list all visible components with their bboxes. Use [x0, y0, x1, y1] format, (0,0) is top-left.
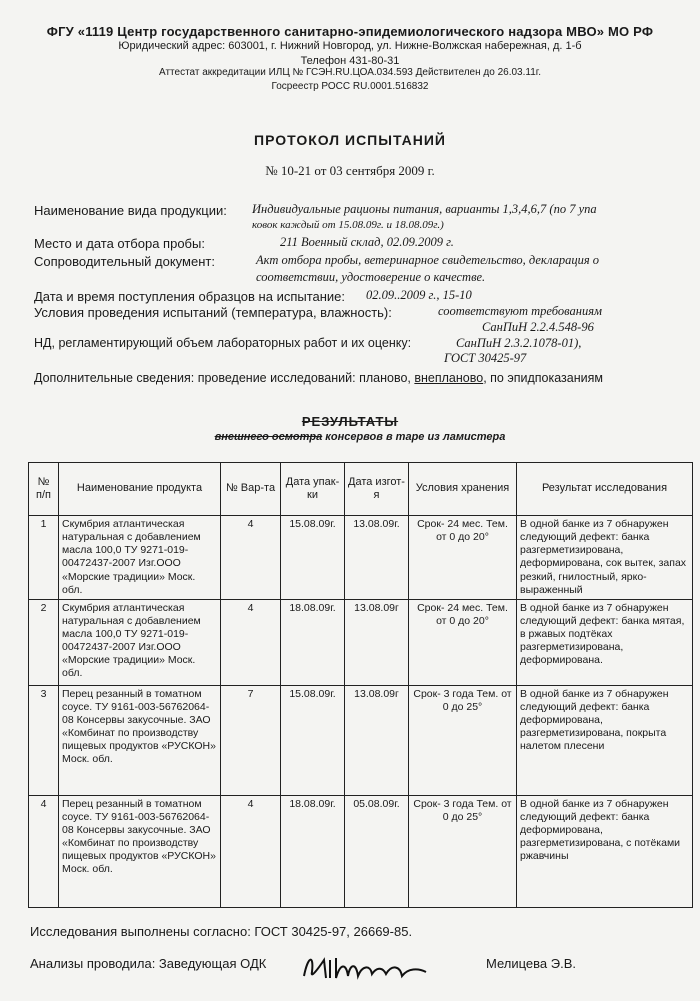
row-variant: 4: [221, 599, 281, 685]
place-label: Место и дата отбора пробы:: [34, 236, 205, 251]
row-product: Скумбрия атлантическая натуральная с добавлением масла 100,0 ТУ 9271-019-00472437-2007 Изг.ООО «Морские традиции» Моск. обл.: [59, 516, 221, 600]
col-pack-date: Дата упак-ки: [281, 463, 345, 516]
product-label: Наименование вида продукции:: [34, 203, 227, 218]
row-storage: Срок- 24 мес. Тем. от 0 до 20°: [409, 516, 517, 600]
results-subtitle-rest: консервов в таре из ламистера: [322, 431, 506, 443]
extra-info: [34, 371, 603, 385]
col-variant: № Вар-та: [221, 463, 281, 516]
row-result: В одной банке из 7 обнаружен следующий дефект: банка деформирована, разгерметизирована, покрыта налетом плесени: [517, 685, 693, 795]
row-pack-date: 15.08.09г.: [281, 516, 345, 600]
product-value-2: ковок каждый от 15.08.09г. и 18.08.09г.): [252, 219, 444, 231]
nd-value-1: СанПиН 2.3.2.1078-01),: [456, 336, 582, 350]
results-subtitle: [180, 431, 540, 443]
col-product: Наименование продукта: [59, 463, 221, 516]
row-result: В одной банке из 7 обнаружен следующий дефект: банка разгерметизирована, деформирована, сок вытек, запах резкий, гнилостный, ярко-выраженный: [517, 516, 693, 600]
row-made-date: 13.08.09г: [345, 599, 409, 685]
conditions-value-1: соответствуют требованиям: [438, 304, 602, 318]
page-title: ПРОТОКОЛ ИСПЫТАНИЙ: [254, 132, 446, 148]
row-variant: 4: [221, 795, 281, 907]
table-row: [29, 516, 693, 600]
doc-label: Сопроводительный документ:: [34, 254, 215, 269]
conditions-value-2: СанПиН 2.2.4.548-96: [482, 320, 594, 334]
row-made-date: 13.08.09г.: [345, 516, 409, 600]
performed-label: Анализы проводила: Заведующая ОДК: [30, 956, 267, 971]
extra-label: Дополнительные сведения: проведение исследований:: [34, 371, 356, 385]
nd-value-2: ГОСТ 30425-97: [444, 351, 527, 365]
receipt-label: Дата и время поступления образцов на испытание:: [34, 289, 346, 304]
row-storage: Срок- 24 мес. Тем. от 0 до 20°: [409, 599, 517, 685]
row-made-date: 05.08.09г.: [345, 795, 409, 907]
row-variant: 4: [221, 516, 281, 600]
nd-label: НД, регламентирующий объем лабораторных работ и их оценку:: [34, 336, 412, 350]
table-header-row: [29, 463, 693, 516]
col-number: № п/п: [29, 463, 59, 516]
row-pack-date: 15.08.09г.: [281, 685, 345, 795]
product-value-1: Индивидуальные рационы питания, варианты 1,3,4,6,7 (по 7 упа: [252, 202, 597, 216]
results-title: РЕЗУЛЬТАТЫ: [301, 414, 399, 429]
col-made-date: Дата изгот-я: [345, 463, 409, 516]
results-subtitle-strike: внешнего осмотра: [214, 431, 323, 443]
doc-value-1: Акт отбора пробы, ветеринарное свидетельство, декларация о: [256, 253, 600, 267]
row-storage: Срок- 3 года Тем. от 0 до 25°: [409, 685, 517, 795]
extra-value-planned: планово,: [359, 371, 415, 385]
row-number: 1: [29, 516, 59, 600]
protocol-number: № 10-21 от 03 сентября 2009 г.: [265, 163, 435, 178]
table-row: [29, 685, 693, 795]
row-number: 2: [29, 599, 59, 685]
extra-value-epid: , по эпидпоказаниям: [483, 371, 603, 385]
row-pack-date: 18.08.09г.: [281, 599, 345, 685]
standards-line: Исследования выполнены согласно: ГОСТ 30425-97, 26669-85.: [30, 924, 413, 939]
row-result: В одной банке из 7 обнаружен следующий дефект: банка деформирована, разгерметизирована, с потёками ржавчины: [517, 795, 693, 907]
row-product: Перец резанный в томатном соусе. ТУ 9161-003-56762064-08 Консервы закусочные. ЗАО «Комбинат по производству пищевых продуктов «РУСКОН» Моск. обл.: [59, 685, 221, 795]
row-pack-date: 18.08.09г.: [281, 795, 345, 907]
extra-value-unplanned: внепланово: [414, 371, 484, 385]
col-storage: Условия хранения: [409, 463, 517, 516]
org-name: ФГУ «1119 Центр государственного санитарно-эпидемиологического надзора МВО» МО РФ: [46, 24, 654, 39]
row-result: В одной банке из 7 обнаружен следующий дефект: банка мятая, в ржавых подтёках разгерметизирована, деформирована.: [517, 599, 693, 685]
accreditation: Аттестат аккредитации ИЛЦ № ГСЭН.RU.ЦОА.034.593 Действителен до 26.03.11г.: [159, 67, 541, 78]
org-phone: Телефон 431-80-31: [300, 55, 400, 67]
row-number: 3: [29, 685, 59, 795]
row-product: Скумбрия атлантическая натуральная с добавлением масла 100,0 ТУ 9271-019-00472437-2007 Изг.ООО «Морские традиции» Моск. обл.: [59, 599, 221, 685]
results-table: [28, 462, 693, 908]
org-address: Юридический адрес: 603001, г. Нижний Новгород, ул. Нижне-Волжская набережная, д. 1-б: [118, 40, 582, 52]
row-variant: 7: [221, 685, 281, 795]
conditions-label: Условия проведения испытаний (температура, влажность):: [34, 305, 392, 320]
table-row: [29, 599, 693, 685]
performer-name: Мелицева Э.В.: [486, 956, 576, 971]
doc-value-2: соответствии, удостоверение о качестве.: [256, 270, 486, 284]
table-row: [29, 795, 693, 907]
row-storage: Срок- 3 года Тем. от 0 до 25°: [409, 795, 517, 907]
registry: Госреестр РОСС RU.0001.516832: [271, 81, 429, 92]
row-number: 4: [29, 795, 59, 907]
col-result: Результат исследования: [517, 463, 693, 516]
receipt-value: 02.09..2009 г., 15-10: [366, 288, 472, 302]
signature: [300, 946, 460, 986]
place-value: 211 Военный склад, 02.09.2009 г.: [280, 235, 454, 249]
row-product: Перец резанный в томатном соусе. ТУ 9161-003-56762064-08 Консервы закусочные. ЗАО «Комбинат по производству пищевых продуктов «РУСКОН» Моск. обл.: [59, 795, 221, 907]
row-made-date: 13.08.09г: [345, 685, 409, 795]
